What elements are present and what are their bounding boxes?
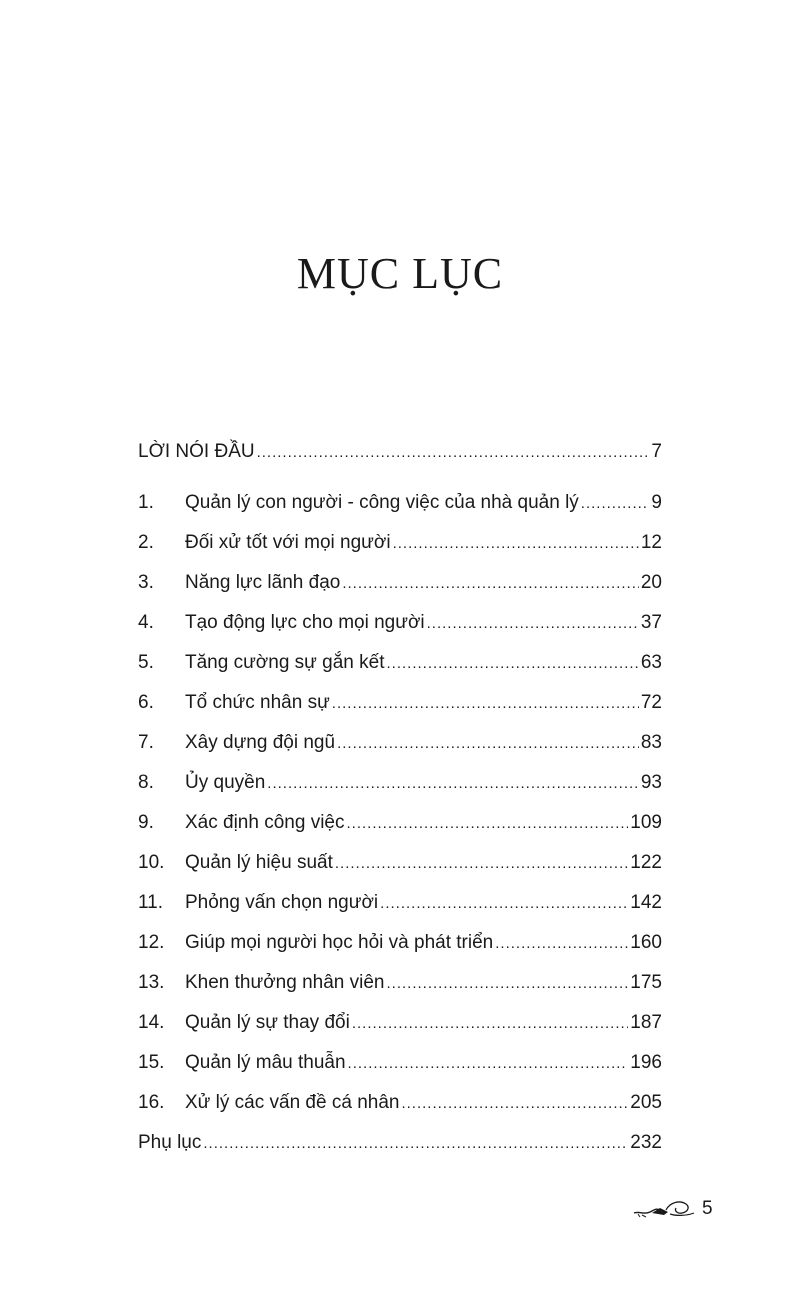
toc-entry-number: 10. [138, 852, 165, 873]
toc-entry-label: Quản lý sự thay đổi [185, 1012, 350, 1033]
toc-entry-chapter [138, 689, 662, 717]
dot-leader [581, 490, 650, 518]
dot-leader [348, 1050, 629, 1078]
toc-entry-number: 6. [138, 692, 154, 713]
toc-entry-number: 5. [138, 652, 154, 673]
toc-entry-page: 205 [630, 1092, 662, 1113]
page-number: 5 [702, 1198, 713, 1219]
toc-entry-number: 9. [138, 812, 154, 833]
toc-entry-chapter [138, 729, 662, 757]
toc-entry-chapter [138, 609, 662, 637]
toc-entry-page: 83 [640, 732, 662, 753]
toc-entry-chapter [138, 889, 662, 917]
dot-leader [393, 530, 639, 558]
chapter-list [138, 489, 662, 1117]
dot-leader [337, 730, 639, 758]
toc-entry-chapter [138, 1009, 662, 1037]
toc-entry-number: 3. [138, 572, 154, 593]
toc-entry-label: Ủy quyền [185, 772, 266, 793]
toc-entry-page: 9 [651, 492, 662, 513]
toc-entry-label: Xác định công việc [185, 812, 345, 833]
dot-leader [347, 810, 629, 838]
toc-entry-label: Khen thưởng nhân viên [185, 972, 385, 993]
toc-entry-number: 7. [138, 732, 154, 753]
toc-entry-page: 93 [640, 772, 662, 793]
toc-entry-page: 196 [630, 1052, 662, 1073]
toc-entry-page: 72 [640, 692, 662, 713]
toc-entry-page: 37 [640, 612, 662, 633]
toc-entry-chapter [138, 769, 662, 797]
toc-entry-page: 187 [630, 1012, 662, 1033]
toc-entry-number: 13. [138, 972, 165, 993]
toc-entry-label: Giúp mọi người học hỏi và phát triển [185, 932, 494, 953]
dot-leader [401, 1090, 628, 1118]
page-footer [630, 1196, 720, 1222]
toc-entry-page: 175 [630, 972, 662, 993]
dot-leader [352, 1010, 628, 1038]
toc-entry-number: 1. [138, 492, 154, 513]
dot-leader [203, 1130, 628, 1158]
toc-entry-label: Xây dựng đội ngũ [185, 732, 336, 753]
toc-entry-label: Quản lý hiệu suất [185, 852, 333, 873]
toc-entry-number: 4. [138, 612, 154, 633]
dot-leader [387, 970, 629, 998]
toc-entry-label: LỜI NÓI ĐẦU [138, 441, 255, 462]
toc-entry-chapter [138, 969, 662, 997]
toc-entry-page: 20 [640, 572, 662, 593]
toc-entry-chapter [138, 649, 662, 677]
toc-entry-page: 122 [630, 852, 662, 873]
toc-entry-page: 160 [630, 932, 662, 953]
toc-entry-label: Phỏng vấn chọn người [185, 892, 379, 913]
toc-entry-label: Tổ chức nhân sự [185, 692, 330, 713]
dot-leader [257, 439, 650, 467]
dot-leader [335, 850, 628, 878]
dot-leader [342, 570, 639, 598]
toc-entry-chapter [138, 529, 662, 557]
toc-entry-page: 7 [651, 441, 662, 462]
toc-entry-number: 11. [138, 892, 164, 913]
toc-entry-chapter [138, 569, 662, 597]
toc-entry-page: 109 [630, 812, 662, 833]
page-title: MỤC LỤC [296, 249, 504, 298]
toc-entry-page: 232 [630, 1132, 662, 1153]
toc-entry-chapter [138, 1089, 662, 1117]
toc-entry-label: Phụ lục [138, 1132, 202, 1153]
dot-leader [495, 930, 628, 958]
toc-entry-label: Năng lực lãnh đạo [185, 572, 341, 593]
toc-entry-label: Quản lý mâu thuẫn [185, 1052, 346, 1073]
toc-entry-page: 142 [630, 892, 662, 913]
toc-entry-chapter [138, 809, 662, 837]
toc-entry-chapter [138, 849, 662, 877]
toc-entry-label: Xử lý các vấn đề cá nhân [185, 1092, 400, 1113]
toc-entry-page: 63 [640, 652, 662, 673]
toc-entry-chapter [138, 1049, 662, 1077]
toc-entry-label: Đối xử tốt với mọi người [185, 532, 391, 553]
toc-entry-chapter [138, 489, 662, 517]
toc-entry-number: 2. [138, 532, 154, 553]
toc-entry-chapter [138, 929, 662, 957]
toc-entry-label: Tạo động lực cho mọi người [185, 612, 425, 633]
dot-leader [380, 890, 628, 918]
toc-entry-number: 8. [138, 772, 154, 793]
sketch-ornament-icon [630, 1196, 700, 1222]
table-of-contents [138, 438, 662, 1157]
toc-entry-number: 12. [138, 932, 165, 953]
toc-entry-number: 16. [138, 1092, 165, 1113]
toc-entry-appendix [138, 1129, 662, 1157]
toc-entry-preface [138, 438, 662, 466]
dot-leader [332, 690, 639, 718]
dot-leader [427, 610, 639, 638]
toc-entry-number: 14. [138, 1012, 165, 1033]
dot-leader [387, 650, 639, 678]
dot-leader [267, 770, 639, 798]
toc-entry-label: Quản lý con người - công việc của nhà quản lý [185, 492, 579, 513]
toc-entry-label: Tăng cường sự gắn kết [185, 652, 385, 673]
toc-entry-page: 12 [640, 532, 662, 553]
toc-entry-number: 15. [138, 1052, 165, 1073]
